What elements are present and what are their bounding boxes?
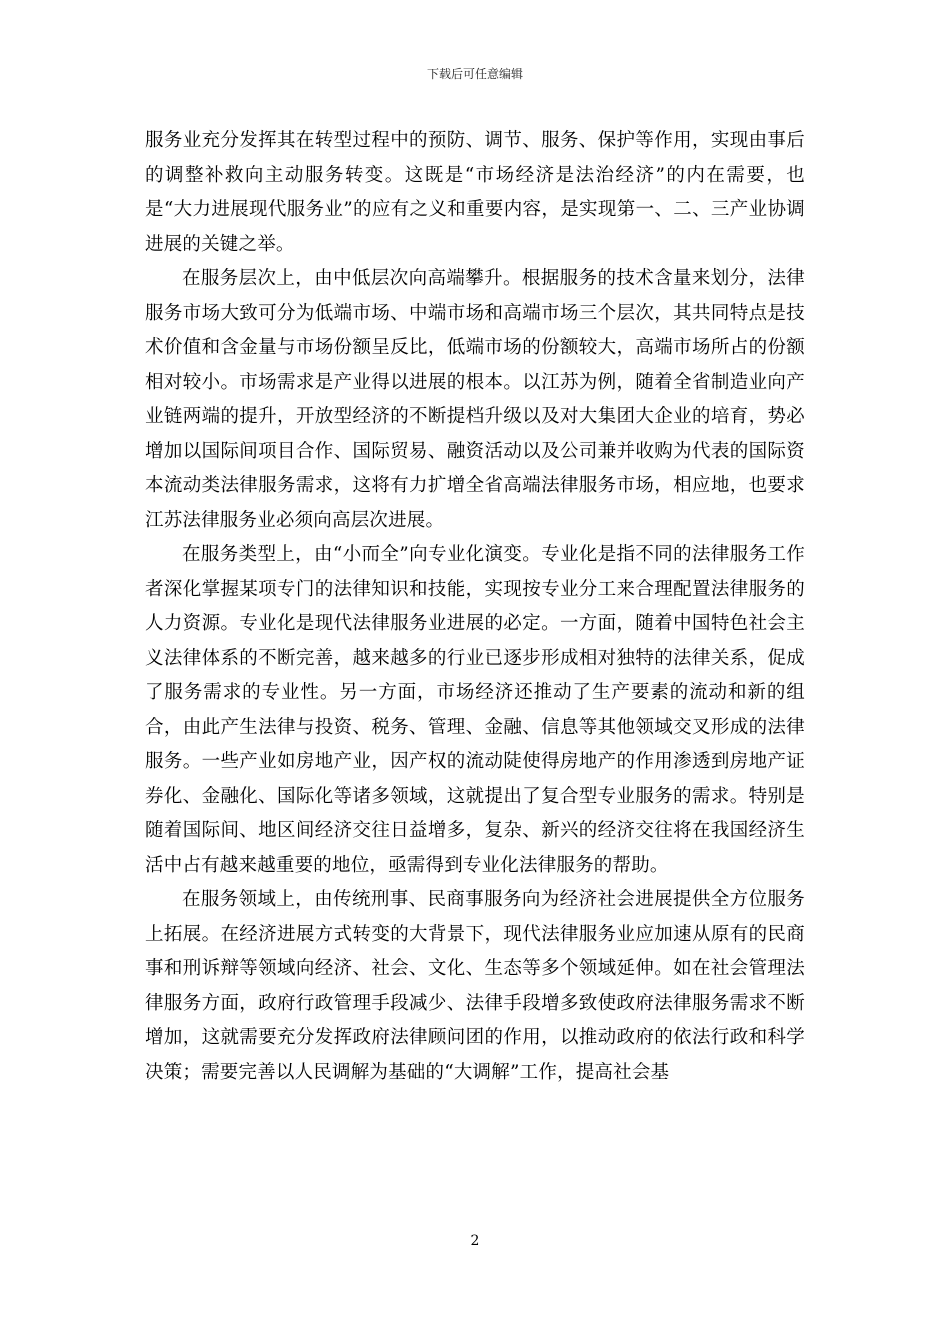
paragraph-continuation: 服务业充分发挥其在转型过程中的预防、调节、服务、保护等作用，实现由事后的调整补救向主动服务转变。这既是“市场经济是法治经济”的内在需要，也是“大力进展现代服务业”的应有之义和重要内容，是实现第一、二、三产业协调进展的关键之举。 — [145, 130, 805, 255]
paragraph-service-type: 在服务类型上，由“小而全”向专业化演变。专业化是指不同的法律服务工作者深化掌握某项专门的法律知识和技能，实现按专业分工来合理配置法律服务的人力资源。专业化是现代法律服务业进展的必定。一方面，随着中国特色社会主义法律体系的不断完善，越来越多的行业已逐步形成相对独特的法律关系，促成了服务需求的专业性。另一方面，市场经济还推动了生产要素的流动和新的组合，由此产生法律与投资、税务、管理、金融、信息等其他领域交叉形成的法律服务。一些产业如房地产业，因产权的流动陡使得房地产的作用渗透到房地产证券化、金融化、国际化等诸多领域，这就提出了复合型专业服务的需求。特别是随着国际间、地区间经济交往日益增多，复杂、新兴的经济交往将在我国经济生活中占有越来越重要的地位，亟需得到专业化法律服务的帮助。 — [145, 544, 805, 876]
page-number: 2 — [470, 1233, 480, 1249]
paragraph-service-field: 在服务领域上，由传统刑事、民商事服务向为经济社会进展提供全方位服务上拓展。在经济进展方式转变的大背景下，现代法律服务业应加速从原有的民商事和刑诉辩等领域向经济、社会、文化、生态等多个领域延伸。如在社会管理法律服务方面，政府行政管理手段减少、法律手段增多致使政府法律服务需求不断增加，这就需要充分发挥政府法律顾问团的作用，以推动政府的依法行政和科学决策；需要完善以人民调解为基础的“大调解”工作，提高社会基 — [145, 889, 805, 1083]
page-header: 下载后可任意编辑 — [426, 67, 523, 81]
paragraph-service-level: 在服务层次上，由中低层次向高端攀升。根据服务的技术含量来划分，法律服务市场大致可分为低端市场、中端市场和高端市场三个层次，其共同特点是技术价值和含金量与市场份额呈反比，低端市场的份额较大，高端市场所占的份额相对较小。市场需求是产业得以进展的根本。以江苏为例，随着全省制造业向产业链两端的提升，开放型经济的不断提档升级以及对大集团大企业的培育，势必增加以国际间项目合作、国际贸易、融资活动以及公司兼并收购为代表的国际资本流动类法律服务需求，这将有力扩增全省高端法律服务市场，相应地，也要求江苏法律服务业必须向高层次进展。 — [145, 268, 805, 531]
document-body — [145, 124, 805, 1090]
